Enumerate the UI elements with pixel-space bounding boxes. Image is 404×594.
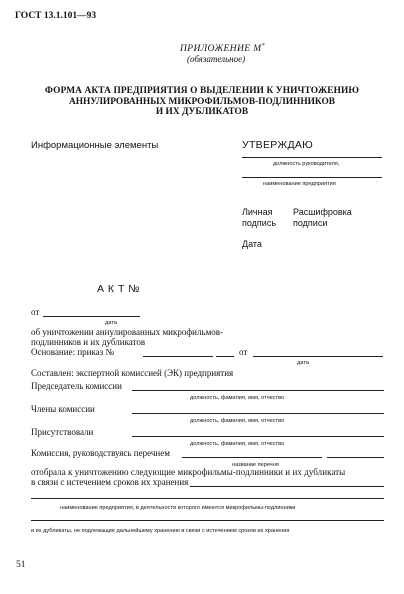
approve-position-line bbox=[242, 157, 382, 158]
act-from-label: от bbox=[31, 307, 40, 317]
page-number: 51 bbox=[16, 560, 26, 570]
chairman-caption: должность, фамилия, имя, отчество bbox=[190, 395, 285, 401]
list-name-line-2 bbox=[327, 457, 384, 458]
info-elements-label: Информационные элементы bbox=[31, 140, 159, 151]
list-name-line bbox=[182, 457, 322, 458]
basis-order-number-line bbox=[143, 356, 213, 357]
appendix-title-text: ПРИЛОЖЕНИЕ М bbox=[180, 44, 262, 55]
form-title-line2: АННУЛИРОВАННЫХ МИКРОФИЛЬМОВ-ПОДЛИННИКОВ bbox=[68, 97, 336, 107]
act-subject-line2: подлинников и их дубликатов bbox=[31, 337, 146, 347]
appendix-title bbox=[180, 43, 265, 54]
selected-text-line1: отобрала к уничтожению следующие микрофильмы-подлинники и их дубликаты bbox=[31, 467, 346, 477]
transcript-label-1: Расшифровка bbox=[293, 207, 352, 217]
act-date-caption: дата bbox=[105, 320, 117, 326]
present-label: Присутствовали bbox=[31, 427, 94, 437]
basis-date-line bbox=[253, 356, 383, 357]
form-title-line1: ФОРМА АКТА ПРЕДПРИЯТИЯ О ВЫДЕЛЕНИИ К УНИЧТОЖЕНИЮ bbox=[44, 86, 360, 96]
duplicates-caption: и их дубликаты, не подлежащие дальнейшему хранению в связи с истечением сроков их хранения bbox=[31, 528, 290, 534]
transcript-label-2: подписи bbox=[293, 218, 328, 228]
chairman-line bbox=[132, 390, 384, 391]
basis-order-number-line-2 bbox=[216, 356, 234, 357]
form-title-line3: И ИХ ДУБЛИКАТОВ bbox=[155, 107, 249, 117]
approve-title: УТВЕРЖДАЮ bbox=[242, 139, 314, 151]
enterprise-line bbox=[31, 498, 384, 499]
composed-by-text: Составлен: экспертной комиссией (ЭК) предприятия bbox=[31, 368, 234, 378]
basis-from-label: от bbox=[239, 347, 248, 357]
approve-date-label: Дата bbox=[242, 239, 262, 249]
chairman-label: Председатель комиссии bbox=[31, 381, 122, 391]
members-label: Члены комиссии bbox=[31, 404, 95, 414]
personal-signature-label-2: подпись bbox=[242, 218, 277, 228]
list-name-caption: название перечня bbox=[232, 462, 279, 468]
present-caption: должность, фамилия, имя, отчество bbox=[190, 441, 285, 447]
basis-label: Основание: приказ № bbox=[31, 347, 115, 357]
personal-signature-label-1: Личная bbox=[242, 207, 273, 217]
appendix-superscript: * bbox=[261, 43, 265, 49]
approve-enterprise-caption: наименование предприятия bbox=[263, 181, 336, 187]
members-caption: должность, фамилия, имя, отчество bbox=[190, 418, 285, 424]
storage-period-line bbox=[190, 486, 384, 487]
act-date-line bbox=[43, 316, 140, 317]
document-header: ГОСТ 13.1.101—93 bbox=[15, 11, 97, 21]
act-subject-line1: об уничтожении аннулированных микрофильмов- bbox=[31, 327, 224, 337]
duplicates-line bbox=[31, 520, 384, 521]
present-line bbox=[132, 436, 384, 437]
guided-by-label: Комиссия, руководствуясь перечнем bbox=[31, 448, 170, 458]
appendix-subtitle: (обязательное) bbox=[187, 54, 246, 64]
enterprise-caption: наименование предприятия, в деятельности которого имеются микрофильмы-подлинники bbox=[60, 505, 296, 511]
act-title: А К Т № bbox=[97, 283, 141, 295]
basis-date-caption: дата bbox=[297, 360, 309, 366]
approve-position-caption: должность руководителя, bbox=[273, 161, 340, 167]
selected-text-line2: в связи с истечением сроков их хранения bbox=[31, 477, 189, 487]
members-line bbox=[132, 413, 384, 414]
approve-enterprise-line bbox=[242, 177, 382, 178]
